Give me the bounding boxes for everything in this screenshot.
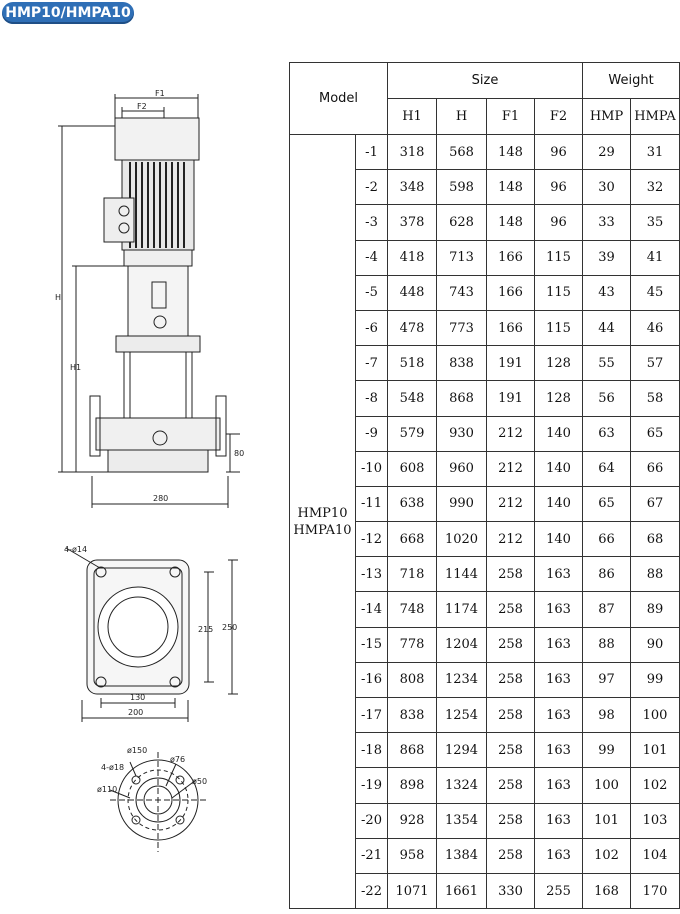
f2-cell: 163 xyxy=(535,768,583,803)
h-cell: 1354 xyxy=(437,803,487,838)
model-suffix-cell: -19 xyxy=(356,768,388,803)
dim-base-width-label: 280 xyxy=(153,494,169,503)
f1-cell: 212 xyxy=(487,451,535,486)
hmpa-cell: 170 xyxy=(631,873,680,908)
f2-cell: 115 xyxy=(535,275,583,310)
model-suffix-cell: -16 xyxy=(356,662,388,697)
dim-flange-dia-label: ø110 xyxy=(97,785,118,794)
hmpa-cell: 68 xyxy=(631,522,680,557)
h-cell: 743 xyxy=(437,275,487,310)
h-cell: 930 xyxy=(437,416,487,451)
h1-cell: 668 xyxy=(388,522,437,557)
hmpa-cell: 89 xyxy=(631,592,680,627)
model-suffix-cell: -9 xyxy=(356,416,388,451)
f1-cell: 330 xyxy=(487,873,535,908)
dim-f1-label: F1 xyxy=(155,89,165,98)
model-header: Model xyxy=(290,63,388,135)
f2-cell: 96 xyxy=(535,135,583,170)
size-header: Size xyxy=(388,63,583,99)
hmp-cell: 101 xyxy=(583,803,631,838)
model-name: HMP10 xyxy=(297,505,348,521)
h-cell: 868 xyxy=(437,381,487,416)
h1-cell: 518 xyxy=(388,346,437,381)
hmpa-cell: 32 xyxy=(631,170,680,205)
f2-header: F2 xyxy=(535,99,583,135)
hmp-cell: 65 xyxy=(583,486,631,521)
h1-cell: 1071 xyxy=(388,873,437,908)
f1-cell: 191 xyxy=(487,346,535,381)
hmp-cell: 56 xyxy=(583,381,631,416)
model-suffix-cell: -21 xyxy=(356,838,388,873)
hmpa-cell: 88 xyxy=(631,557,680,592)
f1-cell: 166 xyxy=(487,240,535,275)
dim-plate-width-label: 200 xyxy=(128,708,144,717)
h-cell: 1174 xyxy=(437,592,487,627)
h-cell: 1384 xyxy=(437,838,487,873)
f1-cell: 258 xyxy=(487,733,535,768)
f2-cell: 140 xyxy=(535,522,583,557)
f1-cell: 258 xyxy=(487,592,535,627)
h1-cell: 318 xyxy=(388,135,437,170)
hmp-cell: 100 xyxy=(583,768,631,803)
h-cell: 838 xyxy=(437,346,487,381)
hmp-cell: 98 xyxy=(583,698,631,733)
f1-cell: 258 xyxy=(487,662,535,697)
h-cell: 1324 xyxy=(437,768,487,803)
h1-cell: 348 xyxy=(388,170,437,205)
hmpa-cell: 31 xyxy=(631,135,680,170)
hmp-cell: 87 xyxy=(583,592,631,627)
h1-cell: 928 xyxy=(388,803,437,838)
hmp-cell: 33 xyxy=(583,205,631,240)
f1-header: F1 xyxy=(487,99,535,135)
hmpa-cell: 100 xyxy=(631,698,680,733)
f1-cell: 148 xyxy=(487,135,535,170)
h-cell: 960 xyxy=(437,451,487,486)
dim-plate-outer-label: 250 xyxy=(222,623,238,632)
model-suffix-cell: -18 xyxy=(356,733,388,768)
model-suffix-cell: -1 xyxy=(356,135,388,170)
f2-cell: 163 xyxy=(535,662,583,697)
hmpa-cell: 67 xyxy=(631,486,680,521)
h1-cell: 898 xyxy=(388,768,437,803)
h1-cell: 608 xyxy=(388,451,437,486)
f1-cell: 258 xyxy=(487,803,535,838)
h-cell: 1254 xyxy=(437,698,487,733)
hmp-cell: 97 xyxy=(583,662,631,697)
hmpa-cell: 90 xyxy=(631,627,680,662)
dim-plate-inner-label: 215 xyxy=(198,625,214,634)
dim-h-label: H xyxy=(55,293,62,302)
dim-f2-label: F2 xyxy=(137,102,147,111)
h1-cell: 579 xyxy=(388,416,437,451)
h1-cell: 448 xyxy=(388,275,437,310)
h1-cell: 378 xyxy=(388,205,437,240)
hmpa-cell: 103 xyxy=(631,803,680,838)
dim-pipe-holes-label: 4-ø18 xyxy=(101,763,125,772)
f1-cell: 258 xyxy=(487,838,535,873)
dim-flange-holes-label: 4-ø14 xyxy=(64,545,88,554)
f2-cell: 96 xyxy=(535,205,583,240)
hmp-header: HMP xyxy=(583,99,631,135)
h1-cell: 718 xyxy=(388,557,437,592)
hmpa-cell: 46 xyxy=(631,310,680,345)
model-suffix-cell: -20 xyxy=(356,803,388,838)
f2-cell: 140 xyxy=(535,451,583,486)
h-header: H xyxy=(437,99,487,135)
hmpa-cell: 35 xyxy=(631,205,680,240)
h-cell: 990 xyxy=(437,486,487,521)
model-suffix-cell: -5 xyxy=(356,275,388,310)
f2-cell: 115 xyxy=(535,240,583,275)
f2-cell: 163 xyxy=(535,838,583,873)
hmpa-cell: 99 xyxy=(631,662,680,697)
f2-cell: 163 xyxy=(535,557,583,592)
h-cell: 713 xyxy=(437,240,487,275)
series-badge: HMP10/HMPA10 xyxy=(2,2,134,24)
hmpa-cell: 45 xyxy=(631,275,680,310)
h1-cell: 868 xyxy=(388,733,437,768)
hmpa-cell: 65 xyxy=(631,416,680,451)
hmpa-cell: 57 xyxy=(631,346,680,381)
h1-cell: 478 xyxy=(388,310,437,345)
model-suffix-cell: -22 xyxy=(356,873,388,908)
hmp-cell: 29 xyxy=(583,135,631,170)
model-suffix-cell: -14 xyxy=(356,592,388,627)
hmp-cell: 88 xyxy=(583,627,631,662)
dim-bolt-spacing-label: 130 xyxy=(130,693,146,702)
f1-cell: 258 xyxy=(487,627,535,662)
hmpa-cell: 102 xyxy=(631,768,680,803)
dim-h1-label: H1 xyxy=(70,363,82,372)
model-suffix-cell: -15 xyxy=(356,627,388,662)
model-name-cell xyxy=(290,135,356,909)
f1-cell: 212 xyxy=(487,522,535,557)
hmp-cell: 30 xyxy=(583,170,631,205)
model-suffix-cell: -10 xyxy=(356,451,388,486)
model-suffix-cell: -7 xyxy=(356,346,388,381)
model-suffix-cell: -8 xyxy=(356,381,388,416)
h1-cell: 778 xyxy=(388,627,437,662)
model-suffix-cell: -17 xyxy=(356,698,388,733)
h-cell: 568 xyxy=(437,135,487,170)
hmpa-cell: 58 xyxy=(631,381,680,416)
f2-cell: 128 xyxy=(535,381,583,416)
f2-cell: 140 xyxy=(535,416,583,451)
hmp-cell: 102 xyxy=(583,838,631,873)
h-cell: 598 xyxy=(437,170,487,205)
f1-cell: 258 xyxy=(487,768,535,803)
model-suffix-cell: -13 xyxy=(356,557,388,592)
h-cell: 1204 xyxy=(437,627,487,662)
hmp-cell: 43 xyxy=(583,275,631,310)
f2-cell: 96 xyxy=(535,170,583,205)
weight-header: Weight xyxy=(583,63,680,99)
f2-cell: 163 xyxy=(535,592,583,627)
h1-cell: 808 xyxy=(388,662,437,697)
dim-pcd-label: ø150 xyxy=(127,746,148,755)
spec-table xyxy=(289,62,680,909)
hmp-cell: 86 xyxy=(583,557,631,592)
h-cell: 1234 xyxy=(437,662,487,697)
f1-cell: 148 xyxy=(487,205,535,240)
f2-cell: 255 xyxy=(535,873,583,908)
h1-cell: 548 xyxy=(388,381,437,416)
dim-pipe-inner-label: ø50 xyxy=(192,777,208,786)
hmp-cell: 55 xyxy=(583,346,631,381)
f2-cell: 115 xyxy=(535,310,583,345)
f1-cell: 166 xyxy=(487,310,535,345)
f1-cell: 212 xyxy=(487,416,535,451)
f1-cell: 166 xyxy=(487,275,535,310)
h1-cell: 838 xyxy=(388,698,437,733)
hmpa-cell: 41 xyxy=(631,240,680,275)
dim-base-height-label: 80 xyxy=(234,449,245,458)
h-cell: 1661 xyxy=(437,873,487,908)
h-cell: 1294 xyxy=(437,733,487,768)
f1-cell: 258 xyxy=(487,698,535,733)
hmp-cell: 99 xyxy=(583,733,631,768)
model-suffix-cell: -4 xyxy=(356,240,388,275)
model-suffix-cell: -12 xyxy=(356,522,388,557)
f2-cell: 140 xyxy=(535,486,583,521)
f1-cell: 258 xyxy=(487,557,535,592)
f2-cell: 163 xyxy=(535,733,583,768)
model-suffix-cell: -11 xyxy=(356,486,388,521)
h1-cell: 418 xyxy=(388,240,437,275)
spec-table-body xyxy=(290,135,680,909)
h1-cell: 748 xyxy=(388,592,437,627)
hmp-cell: 44 xyxy=(583,310,631,345)
f2-cell: 163 xyxy=(535,627,583,662)
model-name: HMPA10 xyxy=(293,522,352,538)
dim-pipe-outer-label: ø76 xyxy=(170,755,186,764)
h-cell: 1144 xyxy=(437,557,487,592)
f1-cell: 212 xyxy=(487,486,535,521)
hmpa-cell: 66 xyxy=(631,451,680,486)
hmpa-header: HMPA xyxy=(631,99,680,135)
model-suffix-cell: -2 xyxy=(356,170,388,205)
h-cell: 773 xyxy=(437,310,487,345)
table-row xyxy=(290,135,680,170)
f2-cell: 128 xyxy=(535,346,583,381)
hmp-cell: 66 xyxy=(583,522,631,557)
f2-cell: 163 xyxy=(535,698,583,733)
hmpa-cell: 101 xyxy=(631,733,680,768)
model-suffix-cell: -3 xyxy=(356,205,388,240)
hmp-cell: 64 xyxy=(583,451,631,486)
f2-cell: 163 xyxy=(535,803,583,838)
hmp-cell: 168 xyxy=(583,873,631,908)
f1-cell: 148 xyxy=(487,170,535,205)
h1-header: H1 xyxy=(388,99,437,135)
f1-cell: 191 xyxy=(487,381,535,416)
hmpa-cell: 104 xyxy=(631,838,680,873)
model-suffix-cell: -6 xyxy=(356,310,388,345)
h1-cell: 638 xyxy=(388,486,437,521)
h1-cell: 958 xyxy=(388,838,437,873)
h-cell: 1020 xyxy=(437,522,487,557)
h-cell: 628 xyxy=(437,205,487,240)
pump-dimension-drawing xyxy=(0,30,285,914)
hmp-cell: 39 xyxy=(583,240,631,275)
hmp-cell: 63 xyxy=(583,416,631,451)
